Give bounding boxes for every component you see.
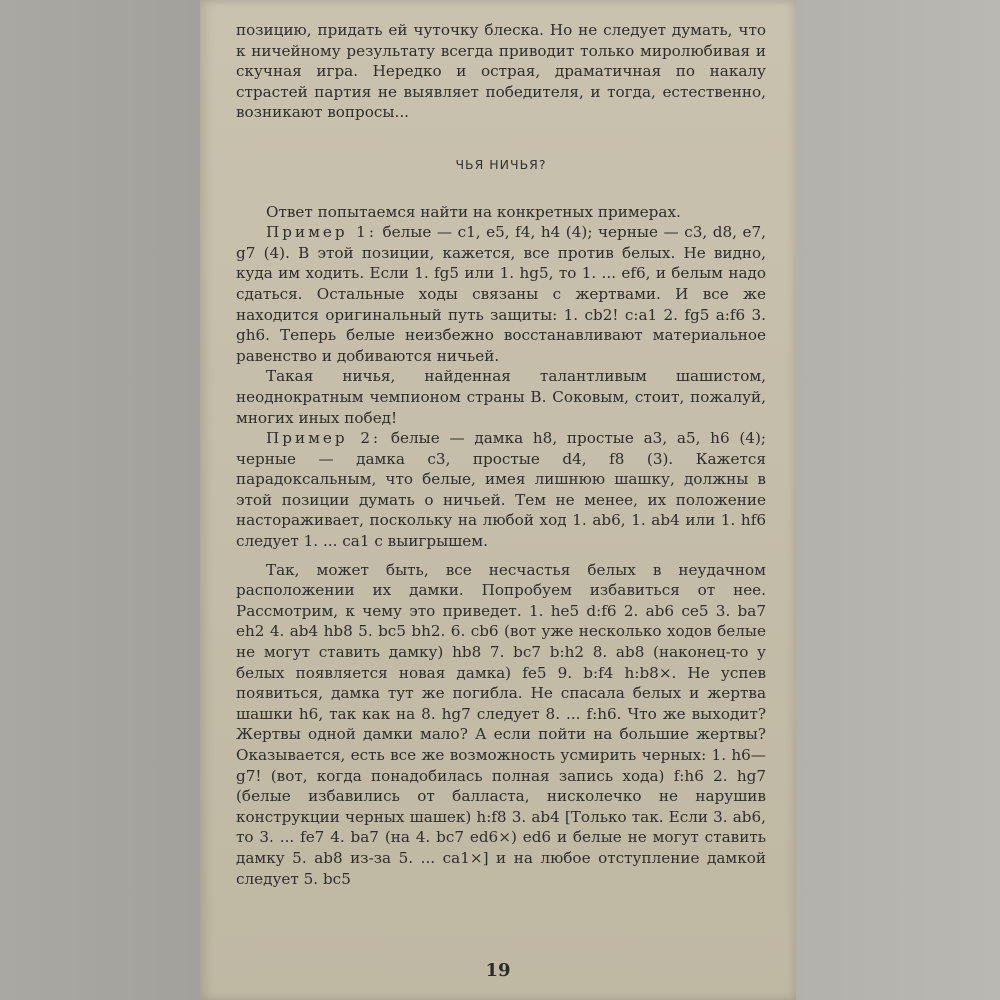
intro-paragraph: позицию, придать ей чуточку блеска. Но не следует думать, что к ничейному результату всегда приводит только миролюбивая и скучная игра. Нередко и острая, драматичная по накалу страстей партия не выявляет победителя, и тогда, естественно, возникают вопросы... <box>236 21 766 122</box>
paragraph-answer: Ответ попытаемся найти на конкретных примерах. <box>266 202 681 221</box>
example-2-label: Пример 2: <box>266 429 382 448</box>
example-1-label: Пример 1: <box>266 223 377 242</box>
spacer <box>236 552 766 560</box>
example-1-text: белые — c1, e5, f4, h4 (4); черные — c3, d8, e7, g7 (4). В этой позиции, кажется, все против белых. Не видно, куда им ходить. Если 1. fg5 или 1. hg5, то 1. ... ef6, и белым надо сдаться. Остальные ходы связаны с жертвами. И все же находится оригинальный путь защиты: 1. cb2! c:a1 2. fg5 a:f6 3. gh6. Теперь белые неизбежно восстанавливают материальное равенство и добиваются ничьей. <box>236 223 766 365</box>
page-content <box>236 20 766 889</box>
paragraph-example-1 <box>236 222 766 366</box>
example-2-text: белые — дамка h8, простые a3, a5, h6 (4); черные — дамка c3, простые d4, f8 (3). Кажется парадоксальным, что белые, имея лишнюю шашку, должны в этой позиции думать о ничьей. Тем не менее, их положение настораживает, поскольку на любой ход 1. ab6, 1. ab4 или 1. hf6 следует 1. ... ca1 с выигрышем. <box>236 429 766 551</box>
page-number: 19 <box>485 960 511 981</box>
paragraph-analysis: Так, может быть, все несчастья белых в неудачном расположении их дамки. Попробуем избавиться от нее. Рассмотрим, к чему это приведет. 1. he5 d:f6 2. ab6 ce5 3. ba7 eh2 4. ab4 hb8 5. bc5 bh2. 6. cb6 (вот уже несколько ходов белые не могут ставить дамку) hb8 7. bc7 b:h2 8. ab8 (наконец-то у белых появляется новая дамка) fe5 9. b:f4 h:b8×. Не успев появиться, дамка тут же погибла. Не спасала белых и жертва шашки h6, так как на 8. hg7 следует 8. ... f:h6. Что же выходит? Жертвы одной дамки мало? А если пойти на большие жертвы? Оказывается, есть все же возможность усмирить черных: 1. h6—g7! (вот, когда понадобилась полная запись хода) f:h6 2. hg7 (белые избавились от балласта, нисколечко не нарушив конструкции черных шашек) h:f8 3. ab4 [Только так. Если 3. ab6, то 3. ... fe7 4. ba7 (на 4. bc7 ed6×) ed6 и белые не могут ставить дамку 5. ab8 из-за 5. ... ca1×] и на любое отступление дамкой следует 5. bc5 <box>236 560 766 888</box>
paragraph-example-2 <box>236 428 766 552</box>
paragraph-sokov: Такая ничья, найденная талантливым шашистом, неоднократным чемпионом страны В. Соковым, стоит, пожалуй, многих иных побед! <box>236 367 766 427</box>
book-page <box>200 0 796 1000</box>
background-right <box>795 0 1000 1000</box>
section-title: ЧЬЯ НИЧЬЯ? <box>455 156 547 172</box>
background-left <box>0 0 200 1000</box>
